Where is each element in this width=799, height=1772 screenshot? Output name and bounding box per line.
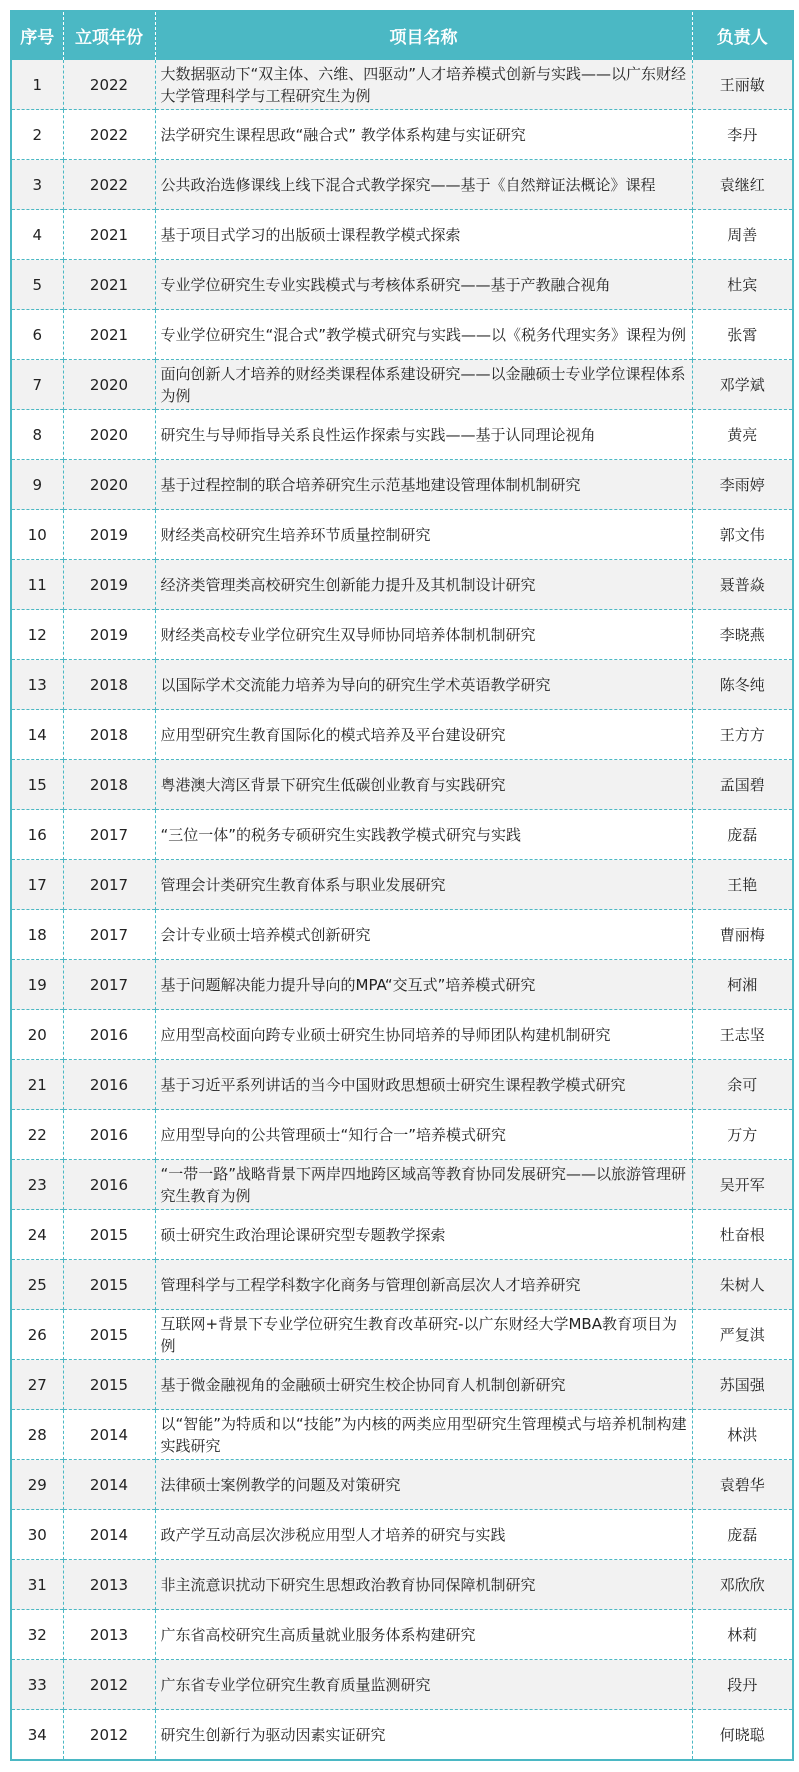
cell-year: 2015 bbox=[63, 1260, 155, 1310]
cell-index: 10 bbox=[11, 510, 63, 560]
cell-project-name: 经济类管理类高校研究生创新能力提升及其机制设计研究 bbox=[155, 560, 692, 610]
cell-year: 2021 bbox=[63, 310, 155, 360]
cell-leader: 吴开军 bbox=[692, 1160, 793, 1210]
cell-leader: 周善 bbox=[692, 210, 793, 260]
cell-year: 2012 bbox=[63, 1710, 155, 1761]
cell-index: 16 bbox=[11, 810, 63, 860]
cell-index: 9 bbox=[11, 460, 63, 510]
cell-index: 31 bbox=[11, 1560, 63, 1610]
cell-project-name: 基于微金融视角的金融硕士研究生校企协同育人机制创新研究 bbox=[155, 1360, 692, 1410]
cell-index: 33 bbox=[11, 1660, 63, 1710]
cell-index: 23 bbox=[11, 1160, 63, 1210]
table-row bbox=[11, 1160, 793, 1210]
cell-year: 2015 bbox=[63, 1310, 155, 1360]
cell-year: 2015 bbox=[63, 1210, 155, 1260]
table-row bbox=[11, 410, 793, 460]
table-row bbox=[11, 910, 793, 960]
table-body bbox=[11, 60, 793, 1761]
header-row bbox=[11, 11, 793, 60]
cell-project-name: 基于问题解决能力提升导向的MPA“交互式”培养模式研究 bbox=[155, 960, 692, 1010]
table-row bbox=[11, 960, 793, 1010]
cell-leader: 袁继红 bbox=[692, 160, 793, 210]
cell-leader: 庞磊 bbox=[692, 1510, 793, 1560]
cell-index: 11 bbox=[11, 560, 63, 610]
cell-year: 2016 bbox=[63, 1010, 155, 1060]
cell-project-name: 研究生创新行为驱动因素实证研究 bbox=[155, 1710, 692, 1761]
cell-index: 19 bbox=[11, 960, 63, 1010]
table-row bbox=[11, 710, 793, 760]
table-row bbox=[11, 810, 793, 860]
cell-index: 29 bbox=[11, 1460, 63, 1510]
table-row bbox=[11, 610, 793, 660]
cell-index: 27 bbox=[11, 1360, 63, 1410]
cell-index: 21 bbox=[11, 1060, 63, 1110]
cell-leader: 王志坚 bbox=[692, 1010, 793, 1060]
table-row bbox=[11, 560, 793, 610]
cell-project-name: 管理科学与工程学科数字化商务与管理创新高层次人才培养研究 bbox=[155, 1260, 692, 1310]
cell-year: 2014 bbox=[63, 1460, 155, 1510]
table-row bbox=[11, 1310, 793, 1360]
cell-index: 12 bbox=[11, 610, 63, 660]
cell-year: 2017 bbox=[63, 960, 155, 1010]
cell-year: 2015 bbox=[63, 1360, 155, 1410]
table-row bbox=[11, 260, 793, 310]
cell-leader: 王方方 bbox=[692, 710, 793, 760]
table-row bbox=[11, 1710, 793, 1761]
table-row bbox=[11, 1610, 793, 1660]
cell-year: 2019 bbox=[63, 610, 155, 660]
table-row bbox=[11, 1560, 793, 1610]
cell-year: 2014 bbox=[63, 1410, 155, 1460]
cell-project-name: 以“智能”为特质和以“技能”为内核的两类应用型研究生管理模式与培养机制构建实践研究 bbox=[155, 1410, 692, 1460]
cell-project-name: 广东省专业学位研究生教育质量监测研究 bbox=[155, 1660, 692, 1710]
cell-project-name: 粤港澳大湾区背景下研究生低碳创业教育与实践研究 bbox=[155, 760, 692, 810]
table-row bbox=[11, 1010, 793, 1060]
cell-project-name: 非主流意识扰动下研究生思想政治教育协同保障机制研究 bbox=[155, 1560, 692, 1610]
cell-index: 14 bbox=[11, 710, 63, 760]
cell-project-name: 基于项目式学习的出版硕士课程教学模式探索 bbox=[155, 210, 692, 260]
cell-leader: 柯湘 bbox=[692, 960, 793, 1010]
cell-project-name: 硕士研究生政治理论课研究型专题教学探索 bbox=[155, 1210, 692, 1260]
project-table bbox=[10, 10, 794, 1761]
cell-project-name: 研究生与导师指导关系良性运作探索与实践——基于认同理论视角 bbox=[155, 410, 692, 460]
cell-project-name: 基于习近平系列讲话的当今中国财政思想硕士研究生课程教学模式研究 bbox=[155, 1060, 692, 1110]
cell-year: 2012 bbox=[63, 1660, 155, 1710]
cell-index: 13 bbox=[11, 660, 63, 710]
cell-leader: 王丽敏 bbox=[692, 60, 793, 110]
cell-leader: 万方 bbox=[692, 1110, 793, 1160]
cell-project-name: 公共政治选修课线上线下混合式教学探究——基于《自然辩证法概论》课程 bbox=[155, 160, 692, 210]
cell-year: 2016 bbox=[63, 1060, 155, 1110]
project-table-container bbox=[10, 10, 792, 1761]
table-row bbox=[11, 1210, 793, 1260]
cell-leader: 孟国碧 bbox=[692, 760, 793, 810]
cell-index: 7 bbox=[11, 360, 63, 410]
cell-leader: 余可 bbox=[692, 1060, 793, 1110]
cell-project-name: 大数据驱动下“双主体、六维、四驱动”人才培养模式创新与实践——以广东财经大学管理科学与工程研究生为例 bbox=[155, 60, 692, 110]
cell-leader: 苏国强 bbox=[692, 1360, 793, 1410]
table-row bbox=[11, 160, 793, 210]
header-project-name: 项目名称 bbox=[155, 11, 692, 60]
table-row bbox=[11, 1110, 793, 1160]
cell-leader: 郭文伟 bbox=[692, 510, 793, 560]
cell-leader: 林莉 bbox=[692, 1610, 793, 1660]
cell-project-name: 会计专业硕士培养模式创新研究 bbox=[155, 910, 692, 960]
cell-leader: 李晓燕 bbox=[692, 610, 793, 660]
cell-year: 2021 bbox=[63, 210, 155, 260]
header-year: 立项年份 bbox=[63, 11, 155, 60]
cell-index: 20 bbox=[11, 1010, 63, 1060]
table-header bbox=[11, 11, 793, 60]
table-row bbox=[11, 360, 793, 410]
cell-year: 2021 bbox=[63, 260, 155, 310]
cell-index: 30 bbox=[11, 1510, 63, 1560]
cell-index: 8 bbox=[11, 410, 63, 460]
cell-year: 2022 bbox=[63, 160, 155, 210]
cell-project-name: 应用型导向的公共管理硕士“知行合一”培养模式研究 bbox=[155, 1110, 692, 1160]
cell-year: 2013 bbox=[63, 1560, 155, 1610]
cell-year: 2022 bbox=[63, 60, 155, 110]
cell-project-name: 基于过程控制的联合培养研究生示范基地建设管理体制机制研究 bbox=[155, 460, 692, 510]
cell-project-name: 专业学位研究生专业实践模式与考核体系研究——基于产教融合视角 bbox=[155, 260, 692, 310]
cell-project-name: 专业学位研究生“混合式”教学模式研究与实践——以《税务代理实务》课程为例 bbox=[155, 310, 692, 360]
cell-index: 4 bbox=[11, 210, 63, 260]
cell-index: 17 bbox=[11, 860, 63, 910]
header-index: 序号 bbox=[11, 11, 63, 60]
header-leader: 负责人 bbox=[692, 11, 793, 60]
cell-project-name: 法律硕士案例教学的问题及对策研究 bbox=[155, 1460, 692, 1510]
table-row bbox=[11, 1360, 793, 1410]
cell-project-name: “三位一体”的税务专硕研究生实践教学模式研究与实践 bbox=[155, 810, 692, 860]
cell-year: 2020 bbox=[63, 360, 155, 410]
cell-leader: 邓欣欣 bbox=[692, 1560, 793, 1610]
cell-leader: 陈冬纯 bbox=[692, 660, 793, 710]
cell-leader: 袁碧华 bbox=[692, 1460, 793, 1510]
cell-index: 24 bbox=[11, 1210, 63, 1260]
cell-year: 2017 bbox=[63, 910, 155, 960]
cell-leader: 李丹 bbox=[692, 110, 793, 160]
cell-project-name: 互联网+背景下专业学位研究生教育改革研究-以广东财经大学MBA教育项目为例 bbox=[155, 1310, 692, 1360]
table-row bbox=[11, 60, 793, 110]
cell-leader: 庞磊 bbox=[692, 810, 793, 860]
cell-year: 2014 bbox=[63, 1510, 155, 1560]
cell-index: 26 bbox=[11, 1310, 63, 1360]
cell-index: 3 bbox=[11, 160, 63, 210]
cell-year: 2022 bbox=[63, 110, 155, 160]
cell-year: 2013 bbox=[63, 1610, 155, 1660]
table-row bbox=[11, 660, 793, 710]
table-row bbox=[11, 1260, 793, 1310]
cell-leader: 李雨婷 bbox=[692, 460, 793, 510]
cell-leader: 严复淇 bbox=[692, 1310, 793, 1360]
cell-index: 25 bbox=[11, 1260, 63, 1310]
table-row bbox=[11, 1410, 793, 1460]
table-row bbox=[11, 510, 793, 560]
cell-year: 2020 bbox=[63, 460, 155, 510]
cell-leader: 林洪 bbox=[692, 1410, 793, 1460]
cell-year: 2019 bbox=[63, 560, 155, 610]
cell-project-name: 财经类高校研究生培养环节质量控制研究 bbox=[155, 510, 692, 560]
cell-leader: 杜宾 bbox=[692, 260, 793, 310]
cell-index: 1 bbox=[11, 60, 63, 110]
cell-year: 2018 bbox=[63, 710, 155, 760]
table-row bbox=[11, 1660, 793, 1710]
cell-leader: 王艳 bbox=[692, 860, 793, 910]
cell-leader: 何晓聪 bbox=[692, 1710, 793, 1761]
cell-project-name: “一带一路”战略背景下两岸四地跨区域高等教育协同发展研究——以旅游管理研究生教育为例 bbox=[155, 1160, 692, 1210]
cell-year: 2017 bbox=[63, 810, 155, 860]
cell-year: 2019 bbox=[63, 510, 155, 560]
cell-leader: 段丹 bbox=[692, 1660, 793, 1710]
cell-index: 34 bbox=[11, 1710, 63, 1761]
table-row bbox=[11, 210, 793, 260]
cell-leader: 朱树人 bbox=[692, 1260, 793, 1310]
cell-leader: 曹丽梅 bbox=[692, 910, 793, 960]
table-row bbox=[11, 1060, 793, 1110]
cell-project-name: 法学研究生课程思政“融合式” 教学体系构建与实证研究 bbox=[155, 110, 692, 160]
cell-index: 2 bbox=[11, 110, 63, 160]
cell-project-name: 应用型高校面向跨专业硕士研究生协同培养的导师团队构建机制研究 bbox=[155, 1010, 692, 1060]
cell-year: 2016 bbox=[63, 1160, 155, 1210]
cell-year: 2017 bbox=[63, 860, 155, 910]
cell-year: 2018 bbox=[63, 660, 155, 710]
cell-project-name: 财经类高校专业学位研究生双导师协同培养体制机制研究 bbox=[155, 610, 692, 660]
table-row bbox=[11, 310, 793, 360]
cell-project-name: 管理会计类研究生教育体系与职业发展研究 bbox=[155, 860, 692, 910]
cell-index: 15 bbox=[11, 760, 63, 810]
cell-leader: 聂普焱 bbox=[692, 560, 793, 610]
table-row bbox=[11, 1460, 793, 1510]
cell-index: 6 bbox=[11, 310, 63, 360]
cell-year: 2018 bbox=[63, 760, 155, 810]
cell-project-name: 以国际学术交流能力培养为导向的研究生学术英语教学研究 bbox=[155, 660, 692, 710]
table-row bbox=[11, 860, 793, 910]
cell-index: 18 bbox=[11, 910, 63, 960]
cell-project-name: 政产学互动高层次涉税应用型人才培养的研究与实践 bbox=[155, 1510, 692, 1560]
table-row bbox=[11, 460, 793, 510]
cell-year: 2016 bbox=[63, 1110, 155, 1160]
cell-project-name: 广东省高校研究生高质量就业服务体系构建研究 bbox=[155, 1610, 692, 1660]
cell-index: 5 bbox=[11, 260, 63, 310]
cell-index: 22 bbox=[11, 1110, 63, 1160]
table-row bbox=[11, 1510, 793, 1560]
cell-project-name: 应用型研究生教育国际化的模式培养及平台建设研究 bbox=[155, 710, 692, 760]
table-row bbox=[11, 110, 793, 160]
cell-project-name: 面向创新人才培养的财经类课程体系建设研究——以金融硕士专业学位课程体系为例 bbox=[155, 360, 692, 410]
cell-leader: 黄亮 bbox=[692, 410, 793, 460]
table-row bbox=[11, 760, 793, 810]
cell-leader: 邓学斌 bbox=[692, 360, 793, 410]
cell-leader: 张霄 bbox=[692, 310, 793, 360]
cell-index: 32 bbox=[11, 1610, 63, 1660]
cell-year: 2020 bbox=[63, 410, 155, 460]
cell-leader: 杜奋根 bbox=[692, 1210, 793, 1260]
cell-index: 28 bbox=[11, 1410, 63, 1460]
